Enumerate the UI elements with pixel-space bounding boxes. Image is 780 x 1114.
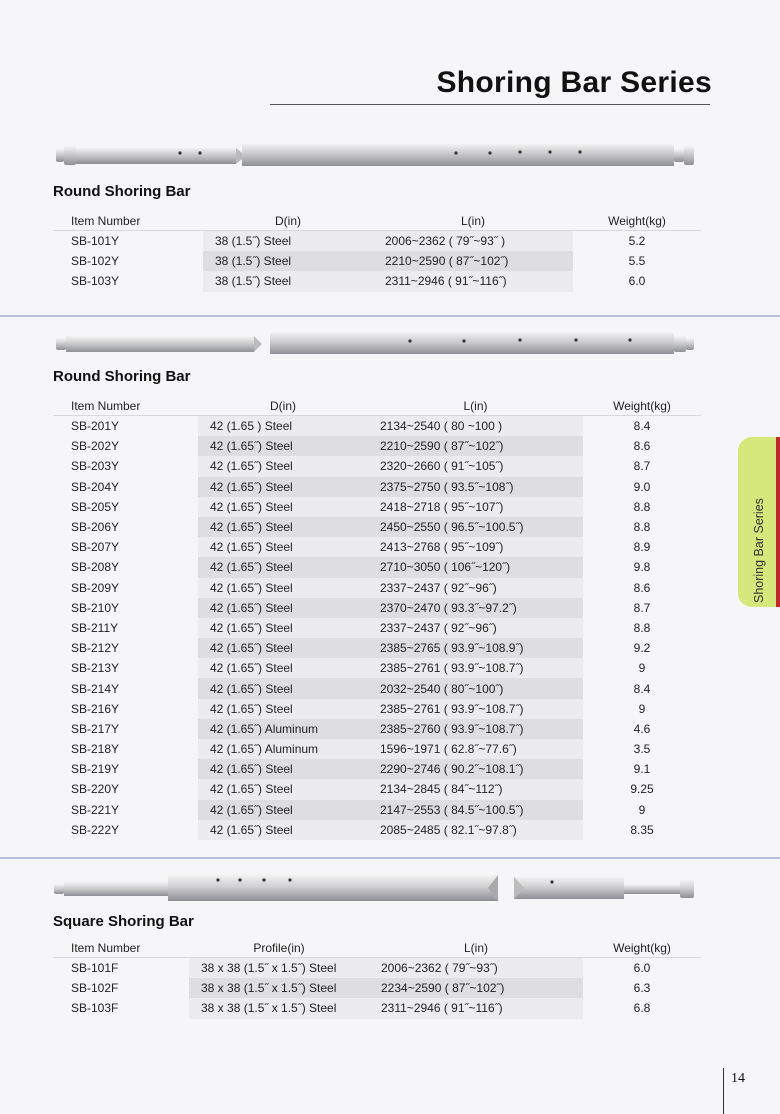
table-row xyxy=(53,998,701,1018)
diameter-cell: 42 (1.65˝) Steel xyxy=(198,638,368,658)
table-row xyxy=(53,699,701,719)
length-cell: 2134~2540 ( 80 ~100 ) xyxy=(368,416,583,437)
item-number-cell: SB-221Y xyxy=(71,802,120,817)
table-row xyxy=(53,251,701,271)
length-cell: 2210~2590 ( 87˝~102˝) xyxy=(368,436,583,456)
table-row xyxy=(53,477,701,497)
diameter-cell: 42 (1.65˝) Steel xyxy=(198,699,368,719)
weight-cell: 9.1 xyxy=(633,762,651,777)
weight-cell: 6.3 xyxy=(633,981,651,996)
table-row xyxy=(53,416,701,437)
section-title-round-2: Round Shoring Bar xyxy=(53,368,191,385)
diameter-cell: 42 (1.65˝) Steel xyxy=(198,820,368,840)
length-cell: 2320~2660 ( 91˝~105˝) xyxy=(368,456,583,476)
item-number-cell: SB-202Y xyxy=(71,439,120,454)
table-row xyxy=(53,557,701,577)
item-number-cell: SB-220Y xyxy=(71,782,120,797)
length-cell: 2418~2718 ( 95˝~107˝) xyxy=(368,497,583,517)
item-number-cell: SB-101F xyxy=(71,961,119,976)
table-header-row xyxy=(53,938,701,958)
weight-cell: 6.8 xyxy=(633,1001,651,1016)
length-cell: 2134~2845 ( 84˝~112˝) xyxy=(368,779,583,799)
length-cell: 2385~2760 ( 93.9˝~108.7˝) xyxy=(368,719,583,739)
item-number-cell: SB-103Y xyxy=(71,274,120,289)
column-header: Item Number xyxy=(53,211,203,231)
item-number-cell: SB-214Y xyxy=(71,681,120,696)
table-row xyxy=(53,678,701,698)
weight-cell: 9.8 xyxy=(633,560,651,575)
length-cell: 2311~2946 ( 91˝~116˝) xyxy=(373,271,573,291)
diameter-cell: 42 (1.65˝) Steel xyxy=(198,537,368,557)
section-title-square: Square Shoring Bar xyxy=(53,913,194,930)
weight-cell: 6.0 xyxy=(633,961,651,976)
table-row xyxy=(53,739,701,759)
page-number: 14 xyxy=(731,1071,745,1086)
diameter-cell: 42 (1.65 ) Steel xyxy=(198,416,368,437)
item-number-cell: SB-216Y xyxy=(71,701,120,716)
table-row xyxy=(53,271,701,291)
table-row xyxy=(53,820,701,840)
item-number-cell: SB-102F xyxy=(71,981,119,996)
weight-cell: 5.5 xyxy=(628,254,646,269)
weight-cell: 3.5 xyxy=(633,742,651,757)
length-cell: 2337~2437 ( 92˝~96˝) xyxy=(368,578,583,598)
side-tab-label: Shoring Bar Series xyxy=(752,498,766,603)
column-header: Profile(in) xyxy=(189,938,369,958)
item-number-cell: SB-208Y xyxy=(71,560,120,575)
length-cell: 2375~2750 ( 93.5˝~108˝) xyxy=(368,477,583,497)
diameter-cell: 42 (1.65˝) Aluminum xyxy=(198,719,368,739)
length-cell: 2006~2362 ( 79˝~93˝ ) xyxy=(373,231,573,252)
table-row xyxy=(53,800,701,820)
table-row xyxy=(53,497,701,517)
item-number-cell: SB-204Y xyxy=(71,479,120,494)
column-header: Weight(kg) xyxy=(573,211,701,231)
side-tab xyxy=(738,437,780,607)
diameter-cell: 38 (1.5˝) Steel xyxy=(203,231,373,252)
diameter-cell: 42 (1.65˝) Steel xyxy=(198,456,368,476)
diameter-cell: 42 (1.65˝) Steel xyxy=(198,658,368,678)
spec-table-round-1 xyxy=(53,211,701,292)
diameter-cell: 42 (1.65˝) Steel xyxy=(198,517,368,537)
diameter-cell: 38 (1.5˝) Steel xyxy=(203,271,373,291)
column-header: L(in) xyxy=(368,396,583,416)
length-cell: 2450~2550 ( 96.5˝~100.5˝) xyxy=(368,517,583,537)
table-row xyxy=(53,658,701,678)
weight-cell: 4.6 xyxy=(633,721,651,736)
column-header: Item Number xyxy=(53,396,198,416)
weight-cell: 6.0 xyxy=(628,274,646,289)
item-number-cell: SB-201Y xyxy=(71,419,120,434)
length-cell: 2370~2470 ( 93.3˝~97.2˝) xyxy=(368,598,583,618)
diameter-cell: 42 (1.65˝) Aluminum xyxy=(198,739,368,759)
table-header-row xyxy=(53,211,701,231)
item-number-cell: SB-219Y xyxy=(71,762,120,777)
diameter-cell: 42 (1.65˝) Steel xyxy=(198,578,368,598)
item-number-cell: SB-211Y xyxy=(71,620,119,635)
diameter-cell: 42 (1.65˝) Steel xyxy=(198,436,368,456)
section-divider xyxy=(0,315,780,317)
length-cell: 2710~3050 ( 106˝~120˝) xyxy=(368,557,583,577)
item-number-cell: SB-217Y xyxy=(71,721,120,736)
side-tab-stripe xyxy=(776,437,780,607)
weight-cell: 9 xyxy=(638,661,646,676)
weight-cell: 8.7 xyxy=(633,459,651,474)
diameter-cell: 42 (1.65˝) Steel xyxy=(198,618,368,638)
diameter-cell: 42 (1.65˝) Steel xyxy=(198,557,368,577)
table-row xyxy=(53,618,701,638)
weight-cell: 9.2 xyxy=(633,641,651,656)
spec-table-round-2 xyxy=(53,396,701,840)
length-cell: 2385~2761 ( 93.9˝~108.7˝) xyxy=(368,658,583,678)
item-number-cell: SB-103F xyxy=(71,1001,119,1016)
diameter-cell: 42 (1.65˝) Steel xyxy=(198,497,368,517)
diameter-cell: 42 (1.65˝) Steel xyxy=(198,779,368,799)
diameter-cell: 42 (1.65˝) Steel xyxy=(198,477,368,497)
item-number-cell: SB-222Y xyxy=(71,822,120,837)
table-row xyxy=(53,978,701,998)
weight-cell: 8.8 xyxy=(633,520,651,535)
item-number-cell: SB-213Y xyxy=(71,661,120,676)
weight-cell: 5.2 xyxy=(628,234,646,249)
section-title-round-1: Round Shoring Bar xyxy=(53,183,191,200)
weight-cell: 8.9 xyxy=(633,540,651,555)
item-number-cell: SB-102Y xyxy=(71,254,120,269)
table-row xyxy=(53,537,701,557)
round-shoring-bar-image-1 xyxy=(50,140,700,172)
table-row xyxy=(53,779,701,799)
column-header: L(in) xyxy=(369,938,583,958)
length-cell: 2413~2768 ( 95˝~109˝) xyxy=(368,537,583,557)
diameter-cell: 42 (1.65˝) Steel xyxy=(198,598,368,618)
diameter-cell: 38 x 38 (1.5˝ x 1.5˝) Steel xyxy=(189,998,369,1018)
weight-cell: 9 xyxy=(638,802,646,817)
table-header-row xyxy=(53,396,701,416)
round-shoring-bar-image-2 xyxy=(50,328,700,360)
table-row xyxy=(53,958,701,979)
weight-cell: 8.8 xyxy=(633,620,651,635)
item-number-cell: SB-209Y xyxy=(71,580,120,595)
length-cell: 2006~2362 ( 79˝~93˝) xyxy=(369,958,583,979)
item-number-cell: SB-207Y xyxy=(71,540,120,555)
weight-cell: 8.35 xyxy=(630,822,654,837)
item-number-cell: SB-210Y xyxy=(71,600,120,615)
length-cell: 2085~2485 ( 82.1˝~97.8˝) xyxy=(368,820,583,840)
length-cell: 2032~2540 ( 80˝~100˝) xyxy=(368,678,583,698)
diameter-cell: 38 x 38 (1.5˝ x 1.5˝) Steel xyxy=(189,978,369,998)
square-shoring-bar-image xyxy=(50,872,700,906)
weight-cell: 8.7 xyxy=(633,600,651,615)
weight-cell: 8.6 xyxy=(633,439,651,454)
table-row xyxy=(53,436,701,456)
table-row xyxy=(53,719,701,739)
item-number-cell: SB-206Y xyxy=(71,520,120,535)
column-header: Weight(kg) xyxy=(583,938,701,958)
item-number-cell: SB-212Y xyxy=(71,641,120,656)
table-row xyxy=(53,231,701,252)
length-cell: 2385~2761 ( 93.9˝~108.7˝) xyxy=(368,699,583,719)
item-number-cell: SB-203Y xyxy=(71,459,120,474)
page-number-divider xyxy=(723,1068,724,1114)
table-row xyxy=(53,759,701,779)
length-cell: 2385~2765 ( 93.9˝~108.9˝) xyxy=(368,638,583,658)
table-row xyxy=(53,456,701,476)
column-header: D(in) xyxy=(203,211,373,231)
page-title: Shoring Bar Series xyxy=(436,66,712,99)
weight-cell: 8.8 xyxy=(633,499,651,514)
diameter-cell: 38 x 38 (1.5˝ x 1.5˝) Steel xyxy=(189,958,369,979)
column-header: Weight(kg) xyxy=(583,396,701,416)
item-number-cell: SB-218Y xyxy=(71,742,120,757)
weight-cell: 8.6 xyxy=(633,580,651,595)
weight-cell: 8.4 xyxy=(633,419,651,434)
length-cell: 2210~2590 ( 87˝~102˝) xyxy=(373,251,573,271)
table-row xyxy=(53,638,701,658)
weight-cell: 9.0 xyxy=(633,479,651,494)
diameter-cell: 42 (1.65˝) Steel xyxy=(198,800,368,820)
section-divider xyxy=(0,857,780,859)
item-number-cell: SB-101Y xyxy=(71,234,120,249)
length-cell: 2290~2746 ( 90.2˝~108.1˝) xyxy=(368,759,583,779)
column-header: L(in) xyxy=(373,211,573,231)
item-number-cell: SB-205Y xyxy=(71,499,120,514)
weight-cell: 9 xyxy=(638,701,646,716)
diameter-cell: 42 (1.65˝) Steel xyxy=(198,759,368,779)
length-cell: 1596~1971 ( 62.8˝~77.6˝) xyxy=(368,739,583,759)
spec-table-square xyxy=(53,938,701,1019)
length-cell: 2234~2590 ( 87˝~102˝) xyxy=(369,978,583,998)
weight-cell: 9.25 xyxy=(630,782,654,797)
diameter-cell: 38 (1.5˝) Steel xyxy=(203,251,373,271)
length-cell: 2147~2553 ( 84.5˝~100.5˝) xyxy=(368,800,583,820)
length-cell: 2337~2437 ( 92˝~96˝) xyxy=(368,618,583,638)
title-divider xyxy=(270,104,710,105)
table-row xyxy=(53,578,701,598)
length-cell: 2311~2946 ( 91˝~116˝) xyxy=(369,998,583,1018)
diameter-cell: 42 (1.65˝) Steel xyxy=(198,678,368,698)
table-row xyxy=(53,517,701,537)
table-row xyxy=(53,598,701,618)
column-header: D(in) xyxy=(198,396,368,416)
weight-cell: 8.4 xyxy=(633,681,651,696)
column-header: Item Number xyxy=(53,938,189,958)
